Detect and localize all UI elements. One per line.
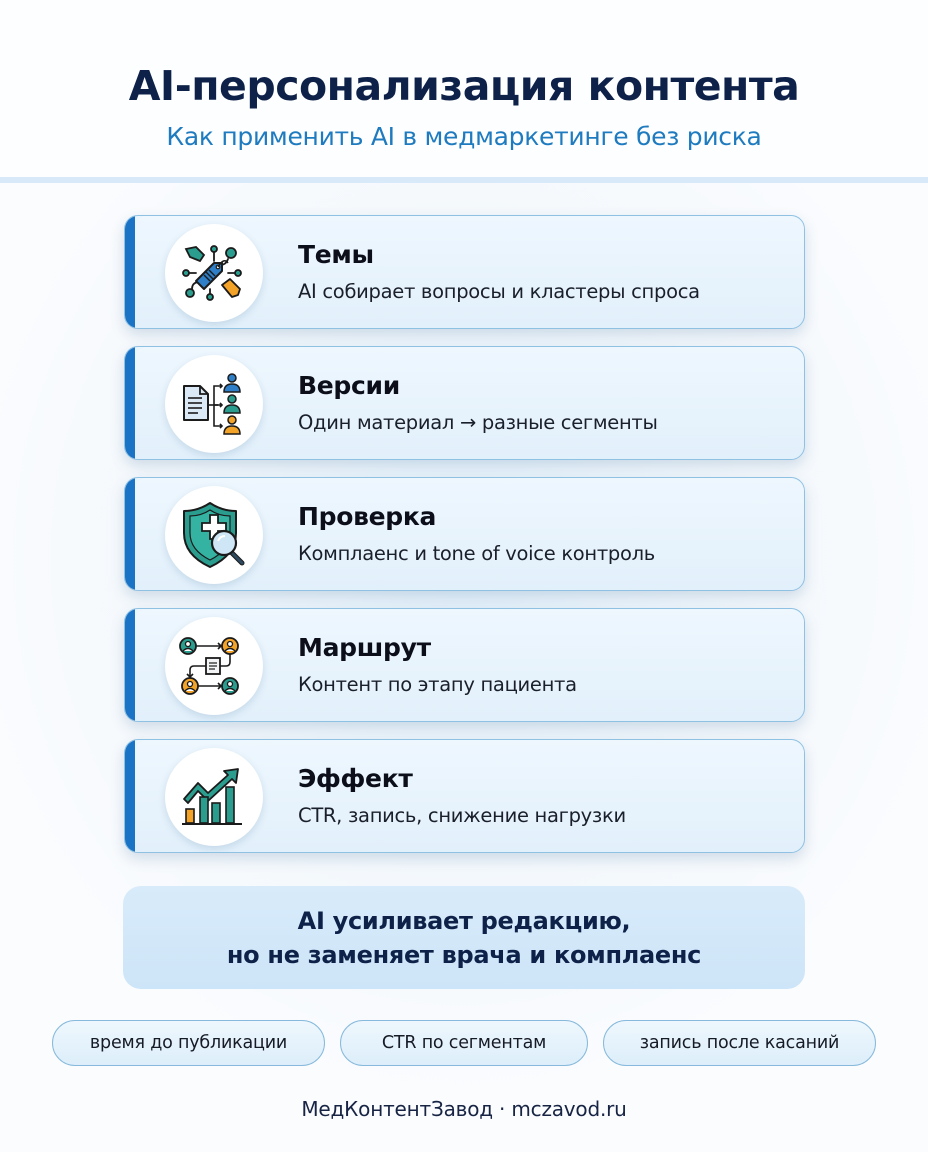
step-card-review: [124, 477, 805, 591]
header: [0, 0, 928, 180]
step-description: CTR, запись, снижение нагрузки: [298, 804, 626, 827]
step-title: Версии: [298, 371, 400, 400]
step-description: Контент по этапу пациента: [298, 673, 577, 696]
step-description: Один материал → разные сегменты: [298, 411, 658, 434]
icon-badge: [165, 355, 263, 453]
step-title: Проверка: [298, 502, 437, 531]
icon-badge: [165, 486, 263, 584]
callout-line-1: AI усиливает редакцию,: [297, 906, 631, 935]
step-card-effect: [124, 739, 805, 853]
tag-network-icon: [178, 237, 250, 309]
callout-line-2: но не заменяет врача и комплаенс: [226, 940, 702, 969]
metric-chip-ctr-segments: CTR по сегментам: [340, 1020, 588, 1066]
step-title: Темы: [298, 240, 374, 269]
document-to-segments-icon: [178, 368, 250, 440]
step-card-topics: [124, 215, 805, 329]
shield-search-icon: [178, 499, 250, 571]
metric-chip-time-to-publish: время до публикации: [52, 1020, 325, 1066]
icon-badge: [165, 224, 263, 322]
page-subtitle: Как применить AI в медмаркетинге без риска: [166, 122, 762, 151]
footer-brand: МедКонтентЗавод · mczavod.ru: [301, 1097, 627, 1121]
header-divider: [0, 177, 928, 183]
key-message-callout: [123, 886, 805, 989]
growth-chart-icon: [178, 761, 250, 833]
step-title: Маршрут: [298, 633, 431, 662]
step-card-route: [124, 608, 805, 722]
step-card-versions: [124, 346, 805, 460]
step-description: AI собирает вопросы и кластеры спроса: [298, 280, 700, 303]
metric-chip-booking-after-touches: запись после касаний: [603, 1020, 876, 1066]
icon-badge: [165, 748, 263, 846]
patient-route-icon: [178, 630, 250, 702]
page-title: AI-персонализация контента: [128, 62, 800, 110]
step-title: Эффект: [298, 764, 413, 793]
step-description: Комплаенс и tone of voice контроль: [298, 542, 655, 565]
icon-badge: [165, 617, 263, 715]
